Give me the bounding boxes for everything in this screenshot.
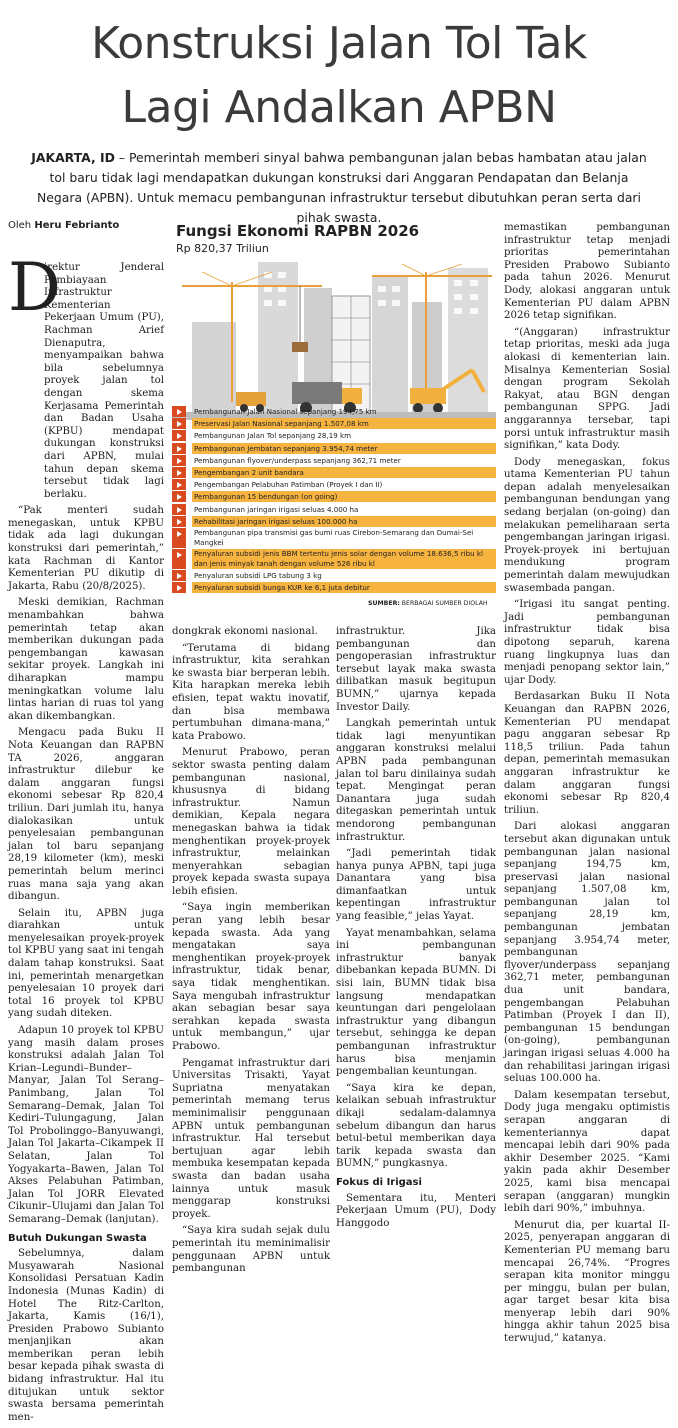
arrow-bullet-icon [172,430,186,441]
paragraph: memastikan pembangunan infrastruktur tetap menjadi prioritas pemerintahan Presiden Prabowo Subianto pada tahun 2026. Menurut Dody, alokasi anggaran untuk Kementerian PU dalam APBN 2026 tetap signifikan. [504,222,670,322]
paragraph: “Jadi pemerintah tidak hanya punya APBN, tapi juga Danantara yang bisa dimanfaatkan untuk kepentingan infrastruktur yang feasible,” jelas Yayat. [336,848,496,923]
source-text: BERBAGAI SUMBER DIOLAH [399,600,488,607]
paragraph: Dody menegaskan, fokus utama Kementerian PU tahun depan adalah menyelesaikan pembangunan bendungan yang sedang berjalan (on-going) dan melakukan pemeliharaan serta pengembangan jaringan irigasi. Proyek-proyek ini bertujuan mendukung program pemerintah dalam mewujudkan swasembada pangan. [504,456,670,594]
infographic-item-label: Penyaluran subsidi jenis BBM tertentu jenis solar dengan volume 18.636,5 ribu kl dan jenis minyak tanah dengan volume 526 ribu kl [194,549,483,569]
arrow-bullet-icon [172,443,186,454]
infographic-item-label: Pembangunan Jalan Tol sepanjang 28,19 km [194,431,351,441]
arrow-bullet-icon [172,582,186,593]
paragraph: “Saya kira ke depan, kelaikan sebuah infrastruktur dikaji sedalam-dalamnya sebelum dibangun dan harus betul-betul memberikan daya tarik kepada swasta dan BUMN,” pungkasnya. [336,1082,496,1170]
infographic-item-label: Preservasi Jalan Nasional sepanjang 1.507,08 km [194,419,369,429]
byline-prefix: Oleh [8,220,35,231]
infographic-item-label: Penyaluran subsidi LPG tabung 3 kg [194,571,322,581]
arrow-bullet-icon [172,549,186,569]
infographic-item [172,516,496,527]
infographic-item-label: Penyaluran subsidi bunga KUR ke 6,1 juta debitur [194,583,370,593]
column-3 [336,626,496,1234]
arrow-bullet-icon [172,406,186,417]
infographic [172,222,496,616]
dropcap: D [8,249,61,326]
infographic-item [172,491,496,502]
byline [8,220,119,231]
infographic-item-label: Pembangunan Jalan Nasional sepanjang 194,75 km [194,407,377,416]
source-label: SUMBER: [368,600,400,607]
infographic-item [172,455,496,466]
infographic-item-label: Pembangunan pipa transmisi gas bumi ruas Cirebon-Semarang dan Dumai-Sei Mangkei [194,527,474,547]
infographic-item-label: Pembangunan flyover/underpass sepanjang 362,71 meter [194,455,401,465]
arrow-bullet-icon [172,455,186,466]
headline-line-1: Konstruksi Jalan Tol Tak [91,18,587,69]
paragraph: Dalam kesempatan tersebut, Dody juga mengaku optimistis serapan anggaran di kementeriannya dapat mencapai lebih dari 90% pada akhir Desember 2025. “Kami yakin pada akhir Desember 2025, kami bisa mencapai serapan (anggaran) mungkin lebih dari 90%,” imbuhnya. [504,1089,670,1215]
construction-skyline-illustration [172,252,496,430]
infographic-item [172,479,496,490]
subhead: Butuh Dukungan Swasta [8,1232,147,1244]
arrow-bullet-icon [172,528,186,548]
column-4 [504,222,670,1350]
arrow-bullet-icon [172,516,186,527]
dateline: JAKARTA, ID [31,150,115,165]
paragraph: Dari alokasi anggaran tersebut akan digunakan untuk pembangunan jalan nasional sepanjang 194,75 km, preservasi jalan nasional sepanjang 1.507,08 km, pembangunan jalan tol sepanjang 28,19 km, pembangunan jembatan sepanjang 3.954,74 meter, pembangunan flyover/underpass sepanjang 362,71 meter, pembangunan dua unit bandara, pengembangan Pelabuhan Patimban (Proyek I dan II), pembangunan 15 bendungan (on-going), pembangunan jaringan irigasi seluas 4.000 ha dan rehabilitasi jaringan irigasi seluas 100.000 ha. [504,821,670,1085]
infographic-title: Fungsi Ekonomi RAPBN 2026 [176,222,420,240]
column-1 [8,262,164,1428]
infographic-item [172,528,496,548]
infographic-item-label: Pembangunan jaringan irigasi seluas 4.000 ha [194,504,359,514]
infographic-item [172,549,496,569]
paragraph: “Irigasi itu sangat penting. Jadi pembangunan infrastruktur tidak bisa dipotong separuh, karena ruang lingkupnya luas dan menjadi penopang sektor lain,” ujar Dody. [504,599,670,686]
infographic-items [172,406,496,595]
paragraph: Menurut dia, per kuartal II-2025, penyerapan anggaran di Kementerian PU memang baru mencapai 26,74%. “Progres serapan kita monitor minggu per minggu, bulan per bulan, agar target besar kita bisa menyerap lebih dari 90% hingga akhir tahun 2025 bisa terwujud,” katanya. [504,1219,670,1345]
arrow-bullet-icon [172,467,186,478]
arrow-bullet-icon [172,570,186,581]
infographic-item [172,582,496,593]
paragraph: Pengamat infrastruktur dari Universitas Trisakti, Yayat Supriatna menyatakan pemerintah memang terus meminimalisir penggunaan APBN untuk pembangunan infrastruktur. Hal tersebut bertujuan agar lebih membuka kesempatan kepada swasta dan badan usaha lainnya untuk masuk menggarap konstruksi proyek. [172,1057,330,1220]
infographic-item-label: Rehabilitasi jaringan irigasi seluas 100.000 ha [194,516,358,526]
byline-author: Heru Febrianto [34,220,120,231]
paragraph: Mengacu pada Buku II Nota Keuangan dan RAPBN TA 2026, anggaran infrastruktur dilebur ke dalam anggaran fungsi ekonomi sebesar Rp 820,4 triliun. Dari jumlah itu, hanya dialokasikan untuk penyelesaian pembangunan jalan tol baru sepanjang 28,19 kilometer (km), meski pemerintah belum merinci ruas mana saja yang akan dibangun. [8,727,164,903]
paragraph: “Terutama di bidang infrastruktur, kita serahkan ke swasta biar berperan lebih. Kita harapkan mereka lebih efisien, tepat waktu inovatif, dan bisa membawa pertumbuhan dimana-mana,” kata Prabowo. [172,642,330,742]
paragraph: Selain itu, APBN juga diarahkan untuk menyelesaikan proyek-proyek tol KPBU yang saat ini tengah dalam tahap konstruksi. Saat ini, pemerintah menargetkan penyelesaian 10 proyek dari total 16 proyek tol KPBU yang sudah diteken. [8,907,164,1020]
paragraph: Menurut Prabowo, peran sektor swasta penting dalam pembangunan nasional, khususnya di bidang infrastruktur. Namun demikian, Kepala negara menegaskan bahwa ia tidak menghentikan proyek-proyek infrastruktur, melainkan menyerahkan sebagian proyek kepada swasta supaya lebih efisien. [172,747,330,897]
paragraph: “Saya ingin memberikan peran yang lebih besar kepada swasta. Ada yang mengatakan saya menghentikan proyek-proyek infrastruktur, tidak benar, saya tidak menghentikan. Saya mengubah infrastruktur akan sebagian besar saya serahkan kepada swasta untuk membangun,” ujar Prabowo. [172,902,330,1052]
infographic-item-label: Pengembangan Pelabuhan Patimban (Proyek I dan II) [194,480,383,490]
infographic-item [172,430,496,441]
infographic-item-label: Pembangunan 15 bendungan (on going) [194,492,338,502]
infographic-subtitle: Rp 820,37 Triliun [176,242,269,255]
lede-text: – Pemerintah memberi sinyal bahwa pembangunan jalan bebas hambatan atau jalan tol baru tidak lagi mendapatkan dukungan konstruksi dari Anggaran Pendapatan dan Belanja Negara (APBN). Untuk memacu pembangunan infrastruktur tersebut dibutuhkan peran serta dari pihak swasta. [37,150,647,225]
paragraph: Langkah pemerintah untuk tidak lagi menyuntikan anggaran konstruksi melalui APBN pada pembangunan jalan tol baru dinilainya sudah tepat. Mengingat peran Danantara juga sudah ditegaskan pemerintah untuk mendorong pembangunan infrastruktur. [336,718,496,843]
infographic-source [368,600,488,607]
lede [30,148,648,228]
arrow-bullet-icon [172,418,186,429]
paragraph: Adapun 10 proyek tol KPBU yang masih dalam proses konstruksi adalah Jalan Tol Krian–Legundi–Bunder–Manyar, Jalan Tol Serang–Panimbang, Jalan Tol Semarang–Demak, Jalan Tol Kediri–Tulungagung, Jalan Tol Probolinggo–Banyuwangi, Jalan Tol Jakarta–Cikampek II Selatan, Jalan Tol Yogyakarta–Bawen, Jalan Tol Akses Pelabuhan Patimban, Jalan Tol JORR Elevated Cikunir–Ulujami dan Jalan Tol Semarang–Demak (lanjutan). [8,1025,164,1225]
paragraph: dongkrak ekonomi nasional. [172,626,318,637]
paragraph: “(Anggaran) infrastruktur tetap prioritas, meski ada juga alokasi di kementerian lain. Misalnya Kementerian Sosial dengan program Sekolah Rakyat, atau BGN dengan pembangunan SPPG. Jadi anggarannya tersebar, tapi porsi untuk infrastruktur masih signifikan,” kata Dody. [504,326,670,452]
infographic-item [172,504,496,515]
infographic-item [172,418,496,429]
paragraph: infrastruktur. Jika pembangunan dan pengoperasian infrastruktur tersebut layak maka swasta dilibatkan masuk begitupun BUMN,” ujarnya kepada Investor Daily. [336,626,496,713]
paragraph: “Saya kira sudah sejak dulu pemerintah itu meminimalisir penggunaan APBN untuk pembangunan [172,1225,330,1275]
paragraph: Yayat menambahkan, selama ini pembangunan infrastruktur banyak dibebankan kepada BUMN. Di sisi lain, BUMN tidak bisa langsung mendapatkan keuntungan dari pengelolaan infrastruktur yang dibangun tersebut, sehingga ke depan pembangunan infrastruktur harus bisa menjamin pengembalian keuntungan. [336,927,496,1078]
paragraph: Sebelumnya, dalam Musyawarah Nasional Konsolidasi Persatuan Kadin Indonesia (Munas Kadin) di Hotel The Ritz-Carlton, Jakarta, Kamis (16/1), Presiden Prabowo Subianto menjanjikan akan memberikan peran lebih besar kepada pihak swasta di bidang infrastruktur. Hal itu ditujukan untuk sektor swasta bersama pemerintah men- [8,1248,164,1423]
paragraph: Meski demikian, Rachman menambahkan bahwa pemerintah tetap akan memberikan dukungan pada pengembangan kawasan sekitar proyek. Langkah ini diharapkan mampu meningkatkan volume lalu lintas harian di ruas tol yang akan dikembangkan. [8,597,164,722]
headline-line-2: Lagi Andalkan APBN [121,82,557,133]
infographic-item-label: Pembangunan Jembatan sepanjang 3.954,74 meter [194,443,378,453]
paragraph: Berdasarkan Buku II Nota Keuangan dan RAPBN 2026, Kementerian PU mendapat pagu anggaran sebesar Rp 118,5 triliun. Pada tahun depan, pemerintah memasukan anggaran infrastruktur ke dalam anggaran fungsi ekonomi sebesar Rp 820,4 triliun. [504,691,670,816]
arrow-bullet-icon [172,491,186,502]
subhead: Fokus di Irigasi [336,1176,422,1188]
infographic-item-label: Pengembangan 2 unit bandara [194,467,304,477]
paragraph: irektur Jenderal Pembiayaan Infrastruktur Kementerian Pekerjaan Umum (PU), Rachman Arief Dienaputra, menyampaikan bahwa bila sebelumnya proyek jalan tol dengan skema Kerjasama Pemerintah dan Badan Usaha (KPBU) mendapat dukungan konstruksi dari APBN, mulai tahun depan skema tersebut tidak lagi berlaku. [44,262,164,500]
arrow-bullet-icon [172,479,186,490]
column-2 [172,626,330,1280]
infographic-item [172,570,496,581]
paragraph: “Pak menteri sudah menegaskan, untuk KPBU tidak ada lagi dukungan konstruksi dari pemerintah,” kata Rachman di Kantor Kementerian PU dikutip di Jakarta, Rabu (20/8/2025). [8,505,164,592]
infographic-item [172,443,496,454]
infographic-item [172,467,496,478]
paragraph: Sementara itu, Menteri Pekerjaan Umum (PU), Dody Hanggodo [336,1192,496,1229]
infographic-item [172,406,496,417]
arrow-bullet-icon [172,504,186,515]
